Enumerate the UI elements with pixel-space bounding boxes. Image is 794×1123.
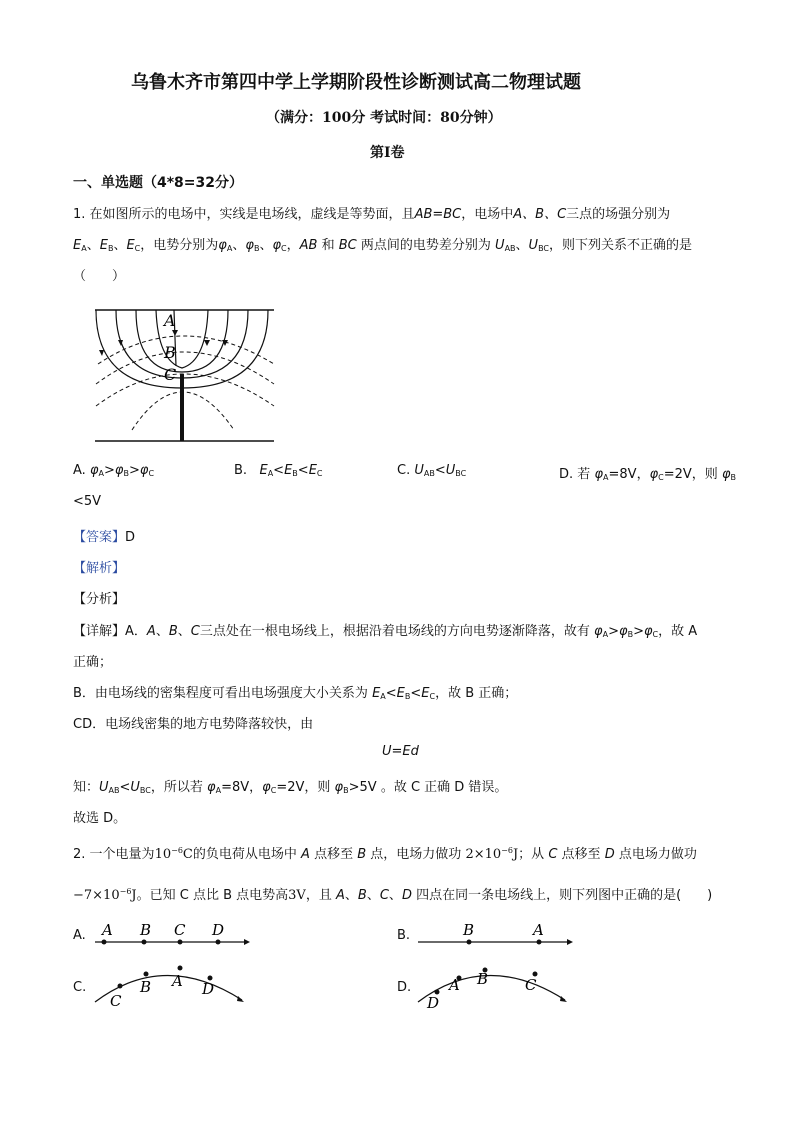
q2d-label-a: A bbox=[449, 976, 460, 994]
q2a-label-c: C bbox=[174, 921, 186, 939]
q2-option-b-figure bbox=[415, 918, 577, 950]
volume-heading: 第Ⅰ卷 bbox=[370, 145, 405, 161]
q1-answer: 【答案】D bbox=[73, 530, 136, 545]
q1-option-a: A. $\varphi_A>\varphi_B>\varphi_C$ bbox=[73, 463, 155, 478]
q2b-label-b: B bbox=[463, 921, 475, 939]
q1-answer-paren: （ ） bbox=[73, 269, 126, 284]
q2c-label-c: C bbox=[110, 992, 122, 1010]
q1-option-d-cont: <5V bbox=[73, 494, 102, 509]
q1-detail-line4: CD．电场线密集的地方电势降落较快，由 bbox=[73, 717, 314, 732]
q2a-label-d: D bbox=[212, 921, 225, 939]
q2d-label-c: C bbox=[525, 976, 537, 994]
page-title: 乌鲁木齐市第四中学上学期阶段性诊断测试高二物理试题 bbox=[131, 72, 581, 93]
q1-option-c: C. $U_{AB}<U_{BC}$ bbox=[397, 463, 467, 478]
fig-label-a: A bbox=[164, 311, 176, 330]
q1-analysis-tag: 【解析】 bbox=[73, 561, 126, 576]
q2-option-a-figure bbox=[92, 918, 252, 950]
fig-label-b: B bbox=[164, 343, 176, 362]
q2d-label-b: B bbox=[477, 970, 489, 988]
q2-option-d-label: D. bbox=[397, 980, 412, 995]
q1-stem-line2: $E_A$、$E_B$、$E_C$，电势分别为$\varphi_A$、$\varphi_B$、$\varphi_C$，AB 和 BC 两点间的电势差分别为 $U_{AB}$、$U_{BC}$，则下列关系不正确的是 bbox=[73, 238, 693, 253]
q2-stem-line1: 2. 一个电量为$10^{-6}C$的负电荷从电场中 A 点移至 B 点，电场力做功 $2\times 10^{-6}J$；从 C 点移至 D 点电场力做功 bbox=[73, 846, 697, 862]
q1-field-figure bbox=[92, 306, 282, 446]
fig-label-c: C bbox=[164, 365, 177, 384]
q2-option-c-figure bbox=[92, 960, 252, 1010]
q1-fenxi-tag: 【分析】 bbox=[73, 592, 126, 607]
q1-detail-line5: 知：$U_{AB}<U_{BC}$，所以若 $\varphi_A=8V$，$\varphi_C=2V$，则 $\varphi_B>5V$ 。故 C 正确 D 错误。 bbox=[73, 780, 508, 795]
q1-formula: U=Ed bbox=[382, 744, 419, 759]
q2c-label-b: B bbox=[140, 978, 152, 996]
section-heading: 一、单选题（4*8=32分） bbox=[73, 175, 244, 191]
q2-option-c-label: C. bbox=[73, 980, 87, 995]
exam-meta: （满分：100分 考试时间：80分钟） bbox=[266, 110, 502, 126]
q2a-label-b: B bbox=[140, 921, 152, 939]
q2a-label-a: A bbox=[102, 921, 113, 939]
q2-option-d-figure bbox=[415, 960, 577, 1010]
q2c-label-d: D bbox=[202, 980, 215, 998]
q1-detail-line1: 【详解】A．A、B、C三点处在一根电场线上，根据沿着电场线的方向电势逐渐降落，故有 $\varphi_A>\varphi_B>\varphi_C$，故 A bbox=[73, 624, 698, 639]
q2b-label-a: A bbox=[533, 921, 544, 939]
q1-stem-line1: 1. 在如图所示的电场中，实线是电场线，虚线是等势面，且AB=BC，电场中A、B、C三点的场强分别为 bbox=[73, 207, 671, 222]
q2c-label-a: A bbox=[172, 972, 183, 990]
q2-option-a-label: A. bbox=[73, 928, 86, 943]
q1-detail-line2: 正确； bbox=[73, 655, 113, 670]
q1-conclusion: 故选 D。 bbox=[73, 811, 127, 826]
q1-option-b: B. $E_A<E_B<E_C$ bbox=[234, 463, 323, 478]
q2-stem-line2: $-7\times 10^{-6}J$。已知 C 点比 B 点电势高3V，且 A、B、C、D 四点在同一条电场线上，则下列图中正确的是( ) bbox=[73, 887, 713, 903]
q2-option-b-label: B. bbox=[397, 928, 411, 943]
q1-option-d: D. 若 $\varphi_A=8V$，$\varphi_C=2V$，则 $\varphi_B$ bbox=[559, 467, 737, 482]
q1-detail-line3: B．由电场线的密集程度可看出电场强度大小关系为 $E_A<E_B<E_C$，故 B 正确； bbox=[73, 686, 518, 701]
q2d-label-d: D bbox=[427, 994, 440, 1010]
